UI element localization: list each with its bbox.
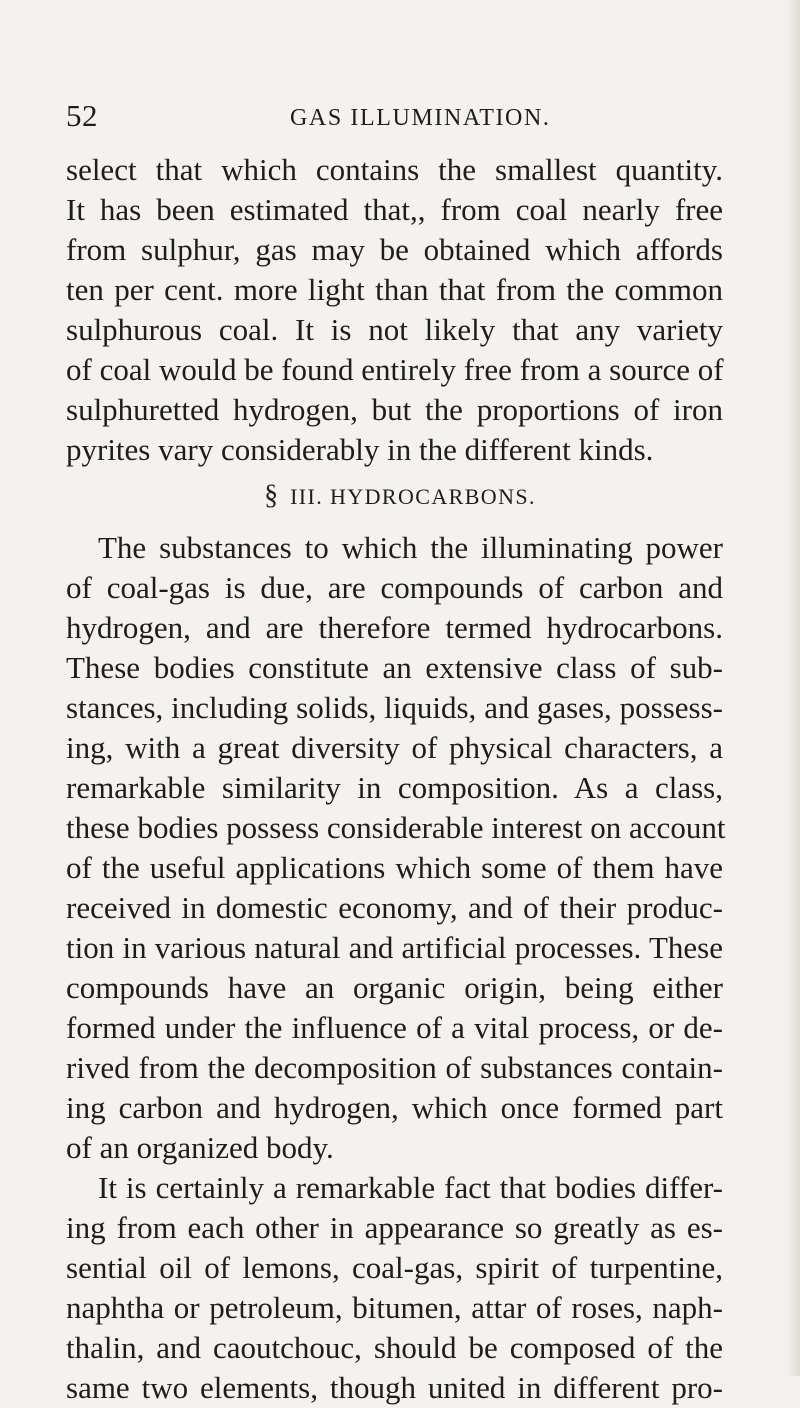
- paragraph-1-line: pyrites vary considerably in the different kinds.: [66, 432, 654, 467]
- section-title: III. HYDROCARBONS.: [290, 484, 536, 509]
- paragraph-1-line: of coal would be found entirely free from a source of: [66, 352, 724, 387]
- paragraph-1-line: It has been estimated that,, from coal nearly free: [66, 192, 723, 227]
- paragraph-2-line: ing, with a great diversity of physical characters, a: [66, 730, 723, 765]
- paragraph-1-line: from sulphur, gas may be obtained which affords: [66, 232, 723, 267]
- paragraph-1-line: select that which contains the smallest quantity.: [66, 152, 723, 187]
- paragraph-1-line: sulphuretted hydrogen, but the proportions of iron: [66, 392, 723, 427]
- paragraph-2-line: formed under the influence of a vital process, or de-: [66, 1010, 723, 1045]
- page-number: 52: [66, 98, 98, 133]
- paragraph-2-line: tion in various natural and artificial processes. These: [66, 930, 723, 965]
- paragraph-2-line: received in domestic economy, and of their produc-: [66, 890, 723, 925]
- paragraph-2-line: of an organized body.: [66, 1130, 334, 1165]
- paragraph-2-line: The substances to which the illuminating power: [98, 530, 723, 565]
- paragraph-2-line: rived from the decomposition of substances contain-: [66, 1050, 723, 1085]
- paragraph-2-line: of coal-gas is due, are compounds of carbon and: [66, 570, 723, 605]
- paragraph-2-line: these bodies possess considerable interest on account: [66, 810, 726, 845]
- paragraph-2-line: hydrogen, and are therefore termed hydrocarbons.: [66, 610, 723, 645]
- page-edge-shadow: [786, 0, 800, 1376]
- paragraph-3-line: sential oil of lemons, coal-gas, spirit of turpentine,: [66, 1250, 723, 1285]
- section-heading: [0, 476, 800, 516]
- paragraph-2-line: ing carbon and hydrogen, which once formed part: [66, 1090, 723, 1125]
- paragraph-2-line: These bodies constitute an extensive class of sub-: [66, 650, 723, 685]
- running-title: GAS ILLUMINATION.: [290, 105, 551, 131]
- running-head: [66, 96, 726, 136]
- section-sign: §: [264, 480, 279, 511]
- paragraph-2-line: of the useful applications which some of them have: [66, 850, 723, 885]
- paragraph-3-line: naphtha or petroleum, bitumen, attar of roses, naph-: [66, 1290, 723, 1325]
- paragraph-2-line: stances, including solids, liquids, and gases, possess-: [66, 690, 723, 725]
- paragraph-3-line: same two elements, though united in different pro-: [66, 1370, 723, 1405]
- paragraph-3-line: ing from each other in appearance so greatly as es-: [66, 1210, 723, 1245]
- paragraph-2-line: remarkable similarity in composition. As a class,: [66, 770, 723, 805]
- paragraph-1-line: sulphurous coal. It is not likely that any variety: [66, 312, 723, 347]
- paragraph-3-line: It is certainly a remarkable fact that bodies differ-: [98, 1170, 723, 1205]
- paragraph-1-line: ten per cent. more light than that from the common: [66, 272, 723, 307]
- paragraph-3-line: thalin, and caoutchouc, should be composed of the: [66, 1330, 723, 1365]
- paragraph-2-line: compounds have an organic origin, being either: [66, 970, 723, 1005]
